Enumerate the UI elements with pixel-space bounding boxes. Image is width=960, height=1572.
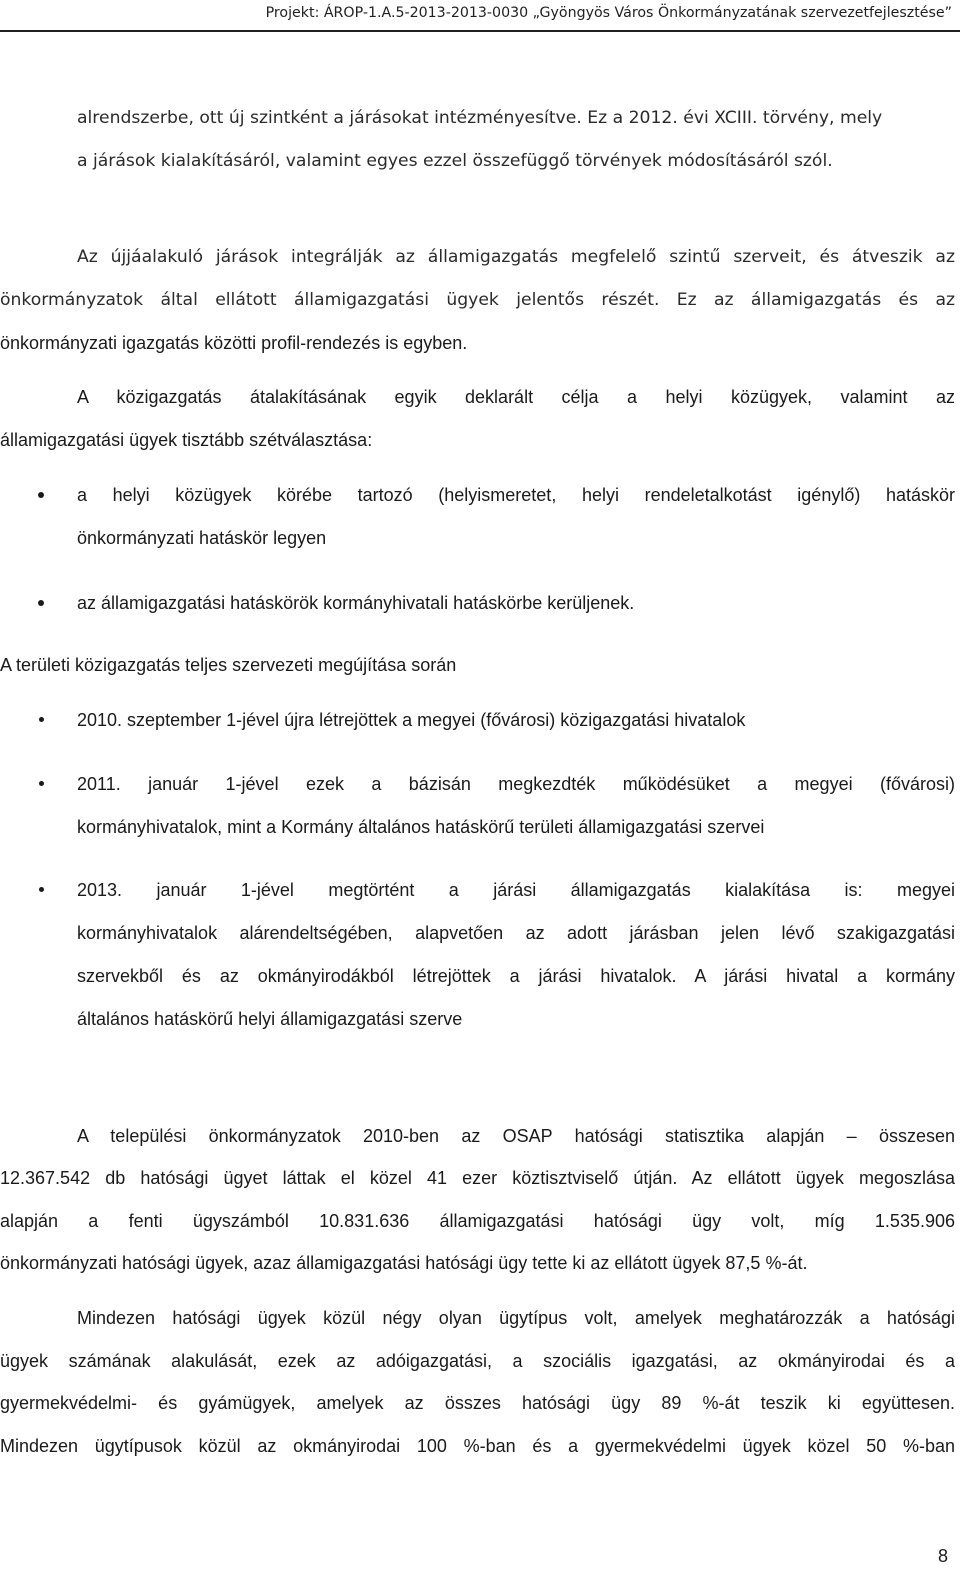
- bullet-icon: [39, 717, 44, 722]
- list-item-text: önkormányzati hatáskör legyen: [77, 528, 327, 548]
- text-line: önkormányzatok által ellátott államigazgatási ügyek jelentős részét. Ez az államigazgatás és az: [0, 290, 955, 310]
- list-item-text: 2011. január 1-jével ezek a bázisán megkezdték működésüket a megyei (fővárosi): [77, 774, 955, 794]
- list-item-text: a helyi közügyek körébe tartozó (helyismeretet, helyi rendeletalkotást igénylő) hatáskör: [77, 485, 955, 505]
- text-line: alrendszerbe, ott új szintként a járásokat intézményesítve. Ez a 2012. évi XCIII. törvény, mely: [77, 108, 883, 128]
- text-line: államigazgatási ügyek tisztább szétválasztása:: [0, 430, 373, 450]
- text-line: önkormányzati hatósági ügyek, azaz államigazgatási hatósági ügy tette ki az ellátott ügyek 87,5 %-át.: [0, 1253, 808, 1273]
- bullet-icon: [39, 887, 44, 892]
- list-item-text: az államigazgatási hatáskörök kormányhivatali hatáskörbe kerüljenek.: [77, 593, 635, 613]
- list-item-text: kormányhivatalok alárendeltségében, alapvetően az adott járásban jelen lévő szakigazgatási: [77, 923, 955, 943]
- header-rule: [0, 30, 960, 32]
- text-line: 12.367.542 db hatósági ügyet láttak el közel 41 ezer köztisztviselő útján. Az ellátott ügyek megoszlása: [0, 1168, 955, 1188]
- text-line: a járások kialakításáról, valamint egyes ezzel összefüggő törvények módosításáról szól.: [77, 151, 833, 171]
- list-item-text: 2013. január 1-jével megtörtént a járási államigazgatás kialakítása is: megyei: [77, 880, 955, 900]
- text-line: alapján a fenti ügyszámból 10.831.636 államigazgatási hatósági ügy volt, míg 1.535.906: [0, 1211, 955, 1231]
- text-line: ügyek számának alakulását, ezek az adóigazgatási, a szociális igazgatási, az okmányirodai és a: [0, 1351, 955, 1371]
- text-line: A területi közigazgatás teljes szervezeti megújítása során: [0, 655, 457, 675]
- text-line: A települési önkormányzatok 2010-ben az OSAP hatósági statisztika alapján – összesen: [77, 1126, 955, 1146]
- text-line: A közigazgatás átalakításának egyik deklarált célja a helyi közügyek, valamint az: [77, 387, 955, 407]
- list-item-text: szervekből és az okmányirodákból létrejöttek a járási hivatalok. A járási hivatal a kormány: [77, 966, 955, 986]
- list-item-text: általános hatáskörű helyi államigazgatási szerve: [77, 1009, 463, 1029]
- bullet-icon: [38, 600, 44, 606]
- page-number: 8: [938, 1546, 949, 1566]
- list-item-text: kormányhivatalok, mint a Kormány általános hatáskörű területi államigazgatási szervei: [77, 817, 765, 837]
- text-line: Mindezen ügytípusok közül az okmányirodai 100 %-ban és a gyermekvédelmi ügyek közel 50 %-ban: [0, 1436, 955, 1456]
- bullet-icon: [38, 492, 44, 498]
- text-line: Az újjáalakuló járások integrálják az államigazgatás megfelelő szintű szerveit, és átveszik az: [77, 247, 955, 267]
- text-line: gyermekvédelmi- és gyámügyek, amelyek az összes hatósági ügy 89 %-át teszik ki együttesen.: [0, 1393, 955, 1413]
- list-item-text: 2010. szeptember 1-jével újra létrejöttek a megyei (fővárosi) közigazgatási hivatalok: [77, 710, 746, 730]
- bullet-icon: [39, 781, 44, 786]
- document-header: Projekt: ÁROP-1.A.5-2013-2013-0030 „Gyöngyös Város Önkormányzatának szervezetfejlesztése”: [265, 5, 952, 21]
- text-line: Mindezen hatósági ügyek közül négy olyan ügytípus volt, amelyek meghatározzák a hatósági: [77, 1308, 955, 1328]
- text-line: önkormányzati igazgatás közötti profil-rendezés is egyben.: [0, 333, 468, 353]
